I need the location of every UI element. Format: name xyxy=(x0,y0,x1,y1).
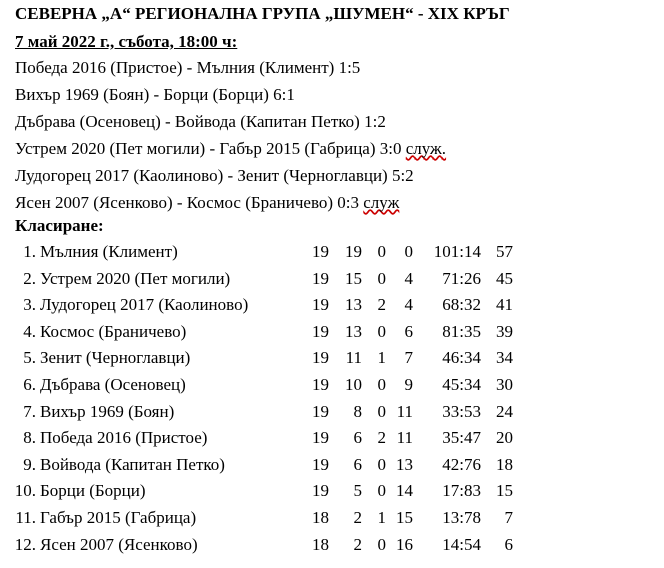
result-match: Ясен 2007 (Ясенково) - Космос (Браничево) xyxy=(15,193,334,212)
standing-played: 19 xyxy=(312,375,329,394)
standing-team: Зенит (Черноглавци) xyxy=(40,348,191,368)
standing-lost: 6 xyxy=(404,321,413,341)
standing-pos: 10. xyxy=(14,481,36,501)
standing-lost: 9 xyxy=(404,375,413,394)
standing-drawn: 0 xyxy=(377,321,386,341)
standing-played: 19 xyxy=(312,268,329,288)
result-line xyxy=(15,58,360,78)
standing-won: 6 xyxy=(353,428,362,448)
standing-goals: 46:34 xyxy=(442,348,481,368)
standing-row xyxy=(0,375,664,395)
standing-played: 19 xyxy=(312,348,329,368)
round-date: 7 май 2022 г., събота, 18:00 ч: xyxy=(15,32,238,51)
result-score: 1:2 xyxy=(364,112,386,131)
standing-drawn: 1 xyxy=(377,508,386,527)
standing-played: 19 xyxy=(312,481,329,501)
standing-played: 19 xyxy=(312,321,329,341)
standing-lost: 11 xyxy=(396,428,413,448)
standing-played: 19 xyxy=(312,401,329,421)
standing-won: 6 xyxy=(353,454,362,474)
standing-pos: 8. xyxy=(23,428,36,448)
standing-drawn: 0 xyxy=(377,454,386,474)
standing-points: 34 xyxy=(496,348,513,368)
result-score: 0:3 xyxy=(337,193,360,212)
standing-drawn: 2 xyxy=(377,295,386,315)
standing-drawn: 0 xyxy=(377,375,386,394)
standings-heading: Класиране: xyxy=(15,216,104,235)
standing-points: 24 xyxy=(496,401,513,421)
standing-row xyxy=(0,295,664,315)
standing-points: 20 xyxy=(496,428,513,448)
standing-points: 45 xyxy=(496,268,513,288)
standing-won: 15 xyxy=(345,268,362,288)
page-title: СЕВЕРНА „А“ РЕГИОНАЛНА ГРУПА „ШУМЕН“ - XIX КРЪГ xyxy=(15,4,510,23)
standing-goals: 14:54 xyxy=(442,534,481,554)
standing-points: 15 xyxy=(496,481,513,501)
standing-team: Космос (Браничево) xyxy=(40,321,187,341)
standing-points: 57 xyxy=(496,242,513,261)
standing-played: 19 xyxy=(312,454,329,474)
standing-team: Мълния (Климент) xyxy=(40,242,178,261)
standing-won: 13 xyxy=(345,321,362,341)
result-line xyxy=(15,193,399,213)
result-match: Лудогорец 2017 (Каолиново) - Зенит (Черноглавци) xyxy=(15,166,388,185)
result-match: Вихър 1969 (Боян) - Борци (Борци) xyxy=(15,85,269,104)
standing-pos: 11. xyxy=(15,508,36,527)
standing-team: Габър 2015 (Габрица) xyxy=(40,508,197,527)
standing-pos: 4. xyxy=(23,321,36,341)
standing-team: Войвода (Капитан Петко) xyxy=(40,454,225,474)
result-note: служ. xyxy=(405,139,447,158)
standing-row xyxy=(0,535,664,555)
standing-goals: 45:34 xyxy=(442,375,481,394)
standing-row xyxy=(0,481,664,501)
standing-lost: 11 xyxy=(396,401,413,421)
standing-team: Дъбрава (Осеновец) xyxy=(40,375,186,394)
standing-pos: 12. xyxy=(14,534,36,554)
standing-drawn: 0 xyxy=(377,242,386,261)
standing-row xyxy=(0,428,664,448)
standing-lost: 0 xyxy=(404,242,413,261)
standing-team: Вихър 1969 (Боян) xyxy=(40,401,175,421)
standing-played: 19 xyxy=(312,428,329,448)
standing-points: 30 xyxy=(496,375,513,394)
standing-row xyxy=(0,322,664,342)
standing-won: 8 xyxy=(353,401,362,421)
standing-won: 2 xyxy=(353,534,362,554)
standing-lost: 15 xyxy=(396,508,413,527)
standing-row xyxy=(0,269,664,289)
standing-goals: 101:14 xyxy=(433,242,481,261)
standing-team: Ясен 2007 (Ясенково) xyxy=(40,534,198,554)
standing-played: 19 xyxy=(312,295,329,315)
standing-row xyxy=(0,455,664,475)
standing-won: 5 xyxy=(353,481,362,501)
standing-drawn: 0 xyxy=(377,534,386,554)
standing-goals: 71:26 xyxy=(442,268,481,288)
standing-won: 10 xyxy=(345,375,362,394)
standing-row xyxy=(0,508,664,528)
standing-drawn: 0 xyxy=(377,481,386,501)
standing-goals: 81:35 xyxy=(442,321,481,341)
standing-points: 41 xyxy=(496,295,513,315)
standing-team: Борци (Борци) xyxy=(40,481,146,501)
standing-row xyxy=(0,402,664,422)
result-match: Устрем 2020 (Пет могили) - Габър 2015 (Габрица) xyxy=(15,139,376,158)
result-line xyxy=(15,112,386,132)
standing-team: Устрем 2020 (Пет могили) xyxy=(40,268,231,288)
result-score: 6:1 xyxy=(273,85,295,104)
standing-won: 13 xyxy=(345,295,362,315)
standing-pos: 7. xyxy=(23,401,36,421)
standing-pos: 1. xyxy=(23,242,36,261)
standing-points: 7 xyxy=(504,508,513,527)
result-match: Победа 2016 (Пристое) - Мълния (Климент) xyxy=(15,58,335,77)
result-line xyxy=(15,85,295,105)
result-match: Дъбрава (Осеновец) - Войвода (Капитан Петко) xyxy=(15,112,360,131)
standing-lost: 16 xyxy=(396,534,413,554)
standing-goals: 17:83 xyxy=(442,481,481,501)
standing-pos: 2. xyxy=(23,268,36,288)
standing-drawn: 0 xyxy=(377,401,386,421)
result-score: 3:0 xyxy=(379,139,402,158)
standing-team: Победа 2016 (Пристое) xyxy=(40,428,208,448)
standing-points: 39 xyxy=(496,321,513,341)
standing-lost: 7 xyxy=(404,348,413,368)
standing-won: 11 xyxy=(345,348,362,368)
standing-goals: 42:76 xyxy=(442,454,481,474)
standing-row xyxy=(0,348,664,368)
result-note: служ xyxy=(363,193,400,212)
result-line xyxy=(15,139,446,159)
standing-points: 6 xyxy=(504,534,513,554)
result-score: 1:5 xyxy=(338,58,361,77)
standing-goals: 33:53 xyxy=(442,401,481,421)
standing-lost: 4 xyxy=(404,268,413,288)
standing-won: 19 xyxy=(345,242,362,261)
standing-pos: 9. xyxy=(23,454,36,474)
standing-goals: 68:32 xyxy=(442,295,481,315)
standing-points: 18 xyxy=(496,454,513,474)
standing-won: 2 xyxy=(353,508,362,527)
result-line xyxy=(15,166,414,186)
standing-drawn: 2 xyxy=(377,428,386,448)
standing-goals: 13:78 xyxy=(442,508,481,527)
standing-drawn: 1 xyxy=(377,348,386,368)
standing-drawn: 0 xyxy=(377,268,386,288)
standing-played: 18 xyxy=(312,508,329,527)
standing-pos: 3. xyxy=(23,295,36,315)
standing-lost: 13 xyxy=(396,454,413,474)
standing-played: 19 xyxy=(312,242,329,261)
standing-goals: 35:47 xyxy=(442,428,481,448)
standing-row xyxy=(0,242,664,262)
standing-team: Лудогорец 2017 (Каолиново) xyxy=(40,295,249,315)
standing-played: 18 xyxy=(312,534,329,554)
result-score: 5:2 xyxy=(391,166,414,185)
standing-pos: 5. xyxy=(23,348,36,368)
standing-lost: 14 xyxy=(396,481,413,501)
standing-pos: 6. xyxy=(23,375,36,394)
standing-lost: 4 xyxy=(404,295,413,315)
